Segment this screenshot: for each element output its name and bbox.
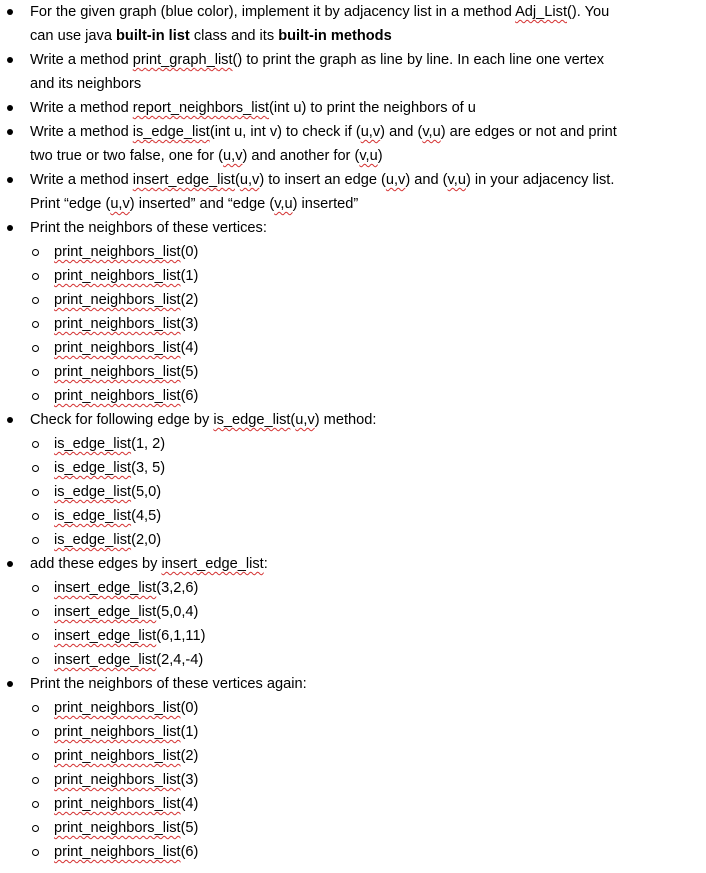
sub-list-item	[0, 720, 706, 744]
sub-list	[0, 432, 706, 552]
sub-list-item	[0, 312, 706, 336]
text-run: (2)	[180, 748, 199, 764]
bullet-dot	[7, 57, 13, 63]
text-run: (1)	[180, 724, 199, 740]
text-run: (1, 2)	[131, 436, 166, 452]
hollow-bullet	[32, 369, 39, 376]
hollow-bullet	[32, 729, 39, 736]
code-identifier: is_edge_list	[54, 460, 132, 476]
hollow-bullet	[32, 633, 39, 640]
hollow-bullet	[32, 345, 39, 352]
text-line	[30, 144, 706, 168]
text-run: (4,5)	[131, 508, 162, 524]
sub-list	[0, 576, 706, 672]
hollow-bullet	[32, 249, 39, 256]
bullet-item	[0, 672, 706, 864]
hollow-bullet	[32, 657, 39, 664]
code-identifier: print_neighbors_list	[54, 772, 181, 788]
code-identifier: u,v	[360, 124, 381, 140]
text-run: (2,4,-4)	[156, 652, 204, 668]
text-run: (	[290, 412, 296, 428]
sub-list-item	[0, 504, 706, 528]
bullet-item	[0, 48, 706, 96]
text-run: (5,0)	[131, 484, 162, 500]
sub-list-item	[0, 288, 706, 312]
text-run: ) and (	[405, 172, 448, 188]
text-run: Check for following edge by	[30, 412, 214, 428]
text-line	[30, 24, 706, 48]
code-identifier: insert_edge_list	[54, 604, 157, 620]
bullet-item	[0, 168, 706, 216]
code-identifier: u,v	[223, 148, 243, 164]
code-identifier: v,u	[422, 124, 441, 140]
code-identifier: report_neighbors_list	[132, 100, 270, 116]
code-identifier: print_graph_list	[132, 52, 233, 68]
hollow-bullet	[32, 321, 39, 328]
code-identifier: print_neighbors_list	[54, 340, 181, 356]
code-identifier: print_neighbors_list	[54, 244, 181, 260]
code-identifier: print_neighbors_list	[54, 268, 181, 284]
code-identifier: insert_edge_list	[54, 652, 157, 668]
text-run: ) to insert an edge (	[259, 172, 386, 188]
text-run: For the given graph (blue color), implement it by adjacency list in a method	[30, 4, 516, 20]
text-run: Print the neighbors of these vertices again:	[30, 676, 307, 692]
text-run: ) are edges or not and print	[440, 124, 617, 140]
hollow-bullet	[32, 297, 39, 304]
text-run: (2)	[180, 292, 199, 308]
text-run: (0)	[180, 700, 199, 716]
text-run: ) inserted”	[292, 196, 359, 212]
text-line	[30, 192, 706, 216]
sub-list-item	[0, 792, 706, 816]
text-run: (3)	[180, 316, 199, 332]
text-run: Write a method	[30, 124, 133, 140]
sub-list-item	[0, 624, 706, 648]
text-run: (int u, int v) to check if (	[209, 124, 361, 140]
sub-list-item	[0, 360, 706, 384]
sub-list	[0, 240, 706, 408]
text-run: Print the neighbors of these vertices:	[30, 220, 267, 236]
code-identifier: print_neighbors_list	[54, 724, 181, 740]
code-identifier: print_neighbors_list	[54, 844, 181, 860]
text-run: (	[234, 172, 240, 188]
code-identifier: u,v	[110, 196, 130, 212]
text-line	[30, 552, 706, 576]
hollow-bullet	[32, 273, 39, 280]
code-identifier: u,v	[295, 412, 315, 428]
text-line	[30, 216, 706, 240]
bullet-dot	[7, 129, 13, 135]
code-identifier: print_neighbors_list	[54, 748, 181, 764]
text-run: () to print the graph as line by line. In each line one vertex	[232, 52, 605, 68]
text-run: ) and (	[380, 124, 423, 140]
sub-list-item	[0, 600, 706, 624]
sub-list-item	[0, 480, 706, 504]
text-run: and its neighbors	[30, 76, 142, 92]
hollow-bullet	[32, 393, 39, 400]
code-identifier: u,v	[239, 172, 260, 188]
code-identifier: print_neighbors_list	[54, 292, 181, 308]
sub-list-item	[0, 696, 706, 720]
text-line	[30, 408, 706, 432]
text-line	[30, 168, 706, 192]
text-run: (2,0)	[131, 532, 162, 548]
hollow-bullet	[32, 825, 39, 832]
bullet-dot	[7, 177, 13, 183]
text-run: (3,2,6)	[156, 580, 199, 596]
text-run: (int u) to print the neighbors of u	[269, 100, 476, 116]
bullet-dot	[7, 225, 13, 231]
text-run: (3, 5)	[131, 460, 166, 476]
text-run: two true or two false, one for (	[30, 148, 224, 164]
text-line	[30, 120, 706, 144]
sub-list-item	[0, 840, 706, 864]
text-run: (6,1,11)	[156, 628, 206, 644]
sub-list-item	[0, 240, 706, 264]
text-line	[30, 72, 706, 96]
hollow-bullet	[32, 777, 39, 784]
sub-list-item	[0, 432, 706, 456]
code-identifier: print_neighbors_list	[54, 316, 181, 332]
hollow-bullet	[32, 849, 39, 856]
code-identifier: u,v	[385, 172, 406, 188]
bullet-item	[0, 408, 706, 552]
text-run: ) method:	[314, 412, 377, 428]
sub-list-item	[0, 768, 706, 792]
sub-list-item	[0, 816, 706, 840]
text-run: :	[263, 556, 268, 572]
text-run: Print “edge (	[30, 196, 111, 212]
sub-list-item	[0, 528, 706, 552]
sub-list-item	[0, 648, 706, 672]
code-identifier: print_neighbors_list	[54, 364, 181, 380]
code-identifier: is_edge_list	[54, 436, 132, 452]
sub-list-item	[0, 744, 706, 768]
text-line	[30, 0, 706, 24]
code-identifier: print_neighbors_list	[54, 820, 181, 836]
code-identifier: is_edge_list	[213, 412, 291, 428]
text-run: (5)	[180, 820, 199, 836]
text-run: can use java	[30, 28, 116, 44]
text-run: (0)	[180, 244, 199, 260]
text-run: (4)	[180, 796, 199, 812]
text-run: (5,0,4)	[156, 604, 199, 620]
code-identifier: print_neighbors_list	[54, 796, 181, 812]
bullet-dot	[7, 9, 13, 15]
text-run: (6)	[180, 388, 199, 404]
code-identifier: insert_edge_list	[132, 172, 235, 188]
text-run: add these edges by	[30, 556, 162, 572]
text-run: (4)	[180, 340, 199, 356]
sub-list	[0, 696, 706, 864]
sub-list-item	[0, 576, 706, 600]
code-identifier: is_edge_list	[54, 532, 132, 548]
text-run: (). You	[567, 4, 610, 20]
text-run: Write a method	[30, 172, 133, 188]
sub-list-item	[0, 264, 706, 288]
bullet-dot	[7, 417, 13, 423]
bullet-item	[0, 0, 706, 48]
bullet-dot	[7, 105, 13, 111]
code-identifier: is_edge_list	[132, 124, 210, 140]
code-identifier: insert_edge_list	[161, 556, 264, 572]
text-line	[30, 96, 706, 120]
text-run: ) in your adjacency list.	[465, 172, 615, 188]
hollow-bullet	[32, 753, 39, 760]
text-run: (1)	[180, 268, 199, 284]
bullet-item	[0, 552, 706, 672]
code-identifier: print_neighbors_list	[54, 700, 181, 716]
code-identifier: insert_edge_list	[54, 580, 157, 596]
hollow-bullet	[32, 465, 39, 472]
bullet-item	[0, 120, 706, 168]
sub-list-item	[0, 456, 706, 480]
text-run: (5)	[180, 364, 199, 380]
hollow-bullet	[32, 537, 39, 544]
hollow-bullet	[32, 705, 39, 712]
code-identifier: v,u	[359, 148, 378, 164]
bold-text: built-in methods	[278, 28, 392, 44]
hollow-bullet	[32, 609, 39, 616]
code-identifier: is_edge_list	[54, 484, 132, 500]
text-run: Write a method	[30, 100, 133, 116]
text-run: (6)	[180, 844, 199, 860]
text-run: ) inserted” and “edge (	[129, 196, 275, 212]
code-identifier: insert_edge_list	[54, 628, 157, 644]
sub-list-item	[0, 336, 706, 360]
bold-text: built-in list	[116, 28, 190, 44]
code-identifier: print_neighbors_list	[54, 388, 181, 404]
bullet-item	[0, 216, 706, 408]
text-run: ) and another for (	[242, 148, 360, 164]
bullet-dot	[7, 681, 13, 687]
bullet-item	[0, 96, 706, 120]
code-identifier: Adj_List	[515, 4, 567, 20]
hollow-bullet	[32, 513, 39, 520]
text-run: )	[377, 148, 383, 164]
text-run: class and its	[189, 28, 279, 44]
code-identifier: is_edge_list	[54, 508, 132, 524]
hollow-bullet	[32, 585, 39, 592]
text-line	[30, 672, 706, 696]
code-identifier: v,u	[274, 196, 293, 212]
code-identifier: v,u	[447, 172, 466, 188]
hollow-bullet	[32, 801, 39, 808]
text-run: Write a method	[30, 52, 133, 68]
hollow-bullet	[32, 489, 39, 496]
sub-list-item	[0, 384, 706, 408]
bullet-dot	[7, 561, 13, 567]
text-line	[30, 48, 706, 72]
hollow-bullet	[32, 441, 39, 448]
text-run: (3)	[180, 772, 199, 788]
